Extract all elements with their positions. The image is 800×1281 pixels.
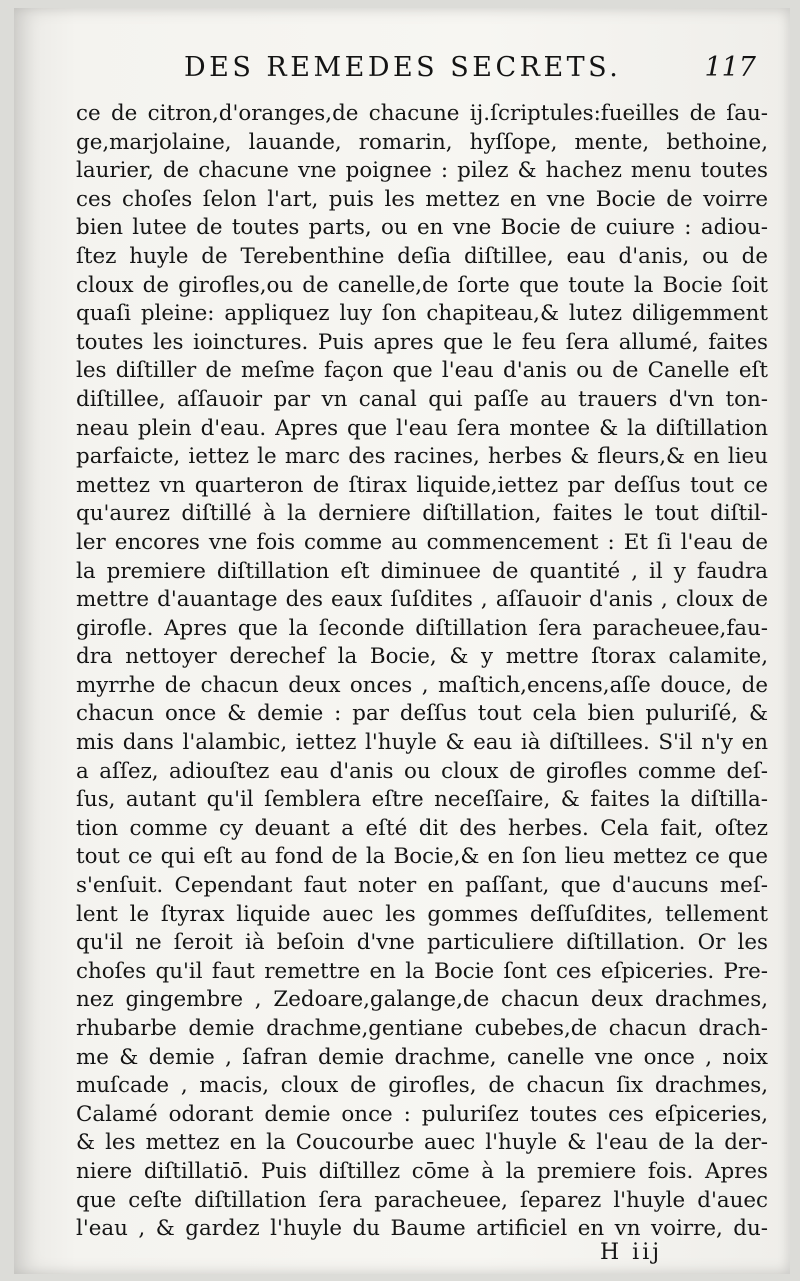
text-line: toutes les ioinctures. Puis apres que le feu ſera allumé, faites: [76, 329, 768, 355]
text-line: bien lutee de toutes parts, ou en vne Bocie de cuiure : adiou-: [76, 215, 768, 241]
text-line: les diſtiller de meſme façon que l'eau d'anis ou de Canelle eſt: [76, 358, 768, 384]
text-line: quaſi pleine: appliquez luy ſon chapiteau,& lutez diligemment: [76, 301, 768, 327]
text-line: l'eau , & gardez l'huyle du Baume artificiel en vn voirre, du-: [76, 1216, 768, 1242]
body-text: [76, 100, 768, 1244]
book-page: [14, 8, 790, 1274]
text-line: rhubarbe demie drachme,gentiane cubebes,de chacun drach-: [76, 1016, 768, 1041]
text-line: ſus, autant qu'il ſemblera eſtre neceſſaire, & faites la diſtilla-: [76, 787, 768, 813]
text-line: la premiere diſtillation eſt diminuee de quantité , il y faudra: [76, 558, 768, 584]
text-line: myrrhe de chacun deux onces , maſtich,encens,aſſe douce, de: [76, 672, 768, 698]
text-line: parfaicte, iettez le marc des racines, herbes & fleurs,& en lieu: [76, 444, 768, 470]
text-line: & les mettez en la Coucourbe auec l'huyle & l'eau de la der-: [76, 1130, 768, 1156]
text-line: ſtez huyle de Terebenthine deſia diſtillee, eau d'anis, ou de: [76, 243, 768, 269]
signature-mark: H iij: [600, 1240, 663, 1265]
text-line: girofle. Apres que la ſeconde diſtillation ſera paracheuee,fau-: [76, 615, 768, 641]
text-line: lent le ſtyrax liquide auec les gommes deſſuſdites, tellement: [76, 901, 768, 927]
text-line: mettre d'auantage des eaux ſuſdites , aſſauoir d'anis , cloux de: [76, 587, 768, 613]
text-line: ler encores vne fois comme au commencement : Et ſi l'eau de: [76, 529, 768, 555]
text-line: mettez vn quarteron de ſtirax liquide,iettez par deſſus tout ce: [76, 472, 768, 498]
text-line: nez gingembre , Zedoare,galange,de chacun deux drachmes,: [76, 987, 768, 1013]
text-line: tion comme cy deuant a eſté dit des herbes. Cela fait, oſtez: [76, 815, 768, 841]
text-line: diſtillee, aſſauoir par vn canal qui paſſe au trauers d'vn ton-: [76, 386, 768, 412]
text-line: Calamé odorant demie once : puluriſez toutes ces eſpiceries,: [76, 1101, 768, 1127]
text-line: qu'aurez diſtillé à la derniere diſtillation, faites le tout diſtil-: [76, 501, 768, 527]
text-line: mis dans l'alambic, iettez l'huyle & eau ià diſtillees. S'il n'y en: [76, 730, 768, 756]
page-header: [184, 52, 764, 92]
text-line: que ceſte diſtillation ſera paracheuee, ſeparez l'huyle d'auec: [76, 1187, 768, 1213]
text-line: tout ce qui eſt au fond de la Bocie,& en ſon lieu mettez ce que: [76, 844, 768, 870]
text-line: chacun once & demie : par deſſus tout cela bien puluriſé, &: [76, 701, 768, 727]
text-line: me & demie , ſafran demie drachme, canelle vne once , noix: [76, 1044, 768, 1070]
text-line: laurier, de chacune vne poignee : pilez & hachez menu toutes: [76, 158, 768, 184]
text-line: neau plein d'eau. Apres que l'eau ſera montee & la diſtillation: [76, 415, 768, 441]
text-line: s'enſuit. Cependant faut noter en paſſant, que d'aucuns meſ-: [76, 873, 768, 899]
text-line: dra nettoyer derechef la Bocie, & y mettre ſtorax calamite,: [76, 644, 768, 670]
text-line: a aſſez, adiouſtez eau d'anis ou cloux de girofles comme deſ-: [76, 758, 768, 784]
text-line: cloux de girofles,ou de canelle,de ſorte que toute la Bocie ſoit: [76, 272, 768, 298]
text-line: ce de citron,d'oranges,de chacune ij.ſcriptules:fueilles de ſau-: [76, 101, 768, 126]
page-number: 117: [704, 52, 756, 83]
running-title: DES REMEDES SECRETS.: [184, 52, 622, 83]
text-line: qu'il ne ſeroit ià beſoin d'vne particuliere diſtillation. Or les: [76, 930, 768, 956]
text-line: niere diſtillatiō. Puis diſtillez cōme à la premiere fois. Apres: [76, 1158, 768, 1184]
text-line: choſes qu'il faut remettre en la Bocie ſont ces eſpiceries. Pre-: [76, 958, 768, 984]
text-line: ge,marjolaine, lauande, romarin, hyſſope, mente, bethoine,: [76, 129, 768, 155]
text-line: ces choſes ſelon l'art, puis les mettez en vne Bocie de voirre: [76, 186, 768, 212]
text-line: muſcade , macis, cloux de girofles, de chacun ſix drachmes,: [76, 1073, 768, 1099]
